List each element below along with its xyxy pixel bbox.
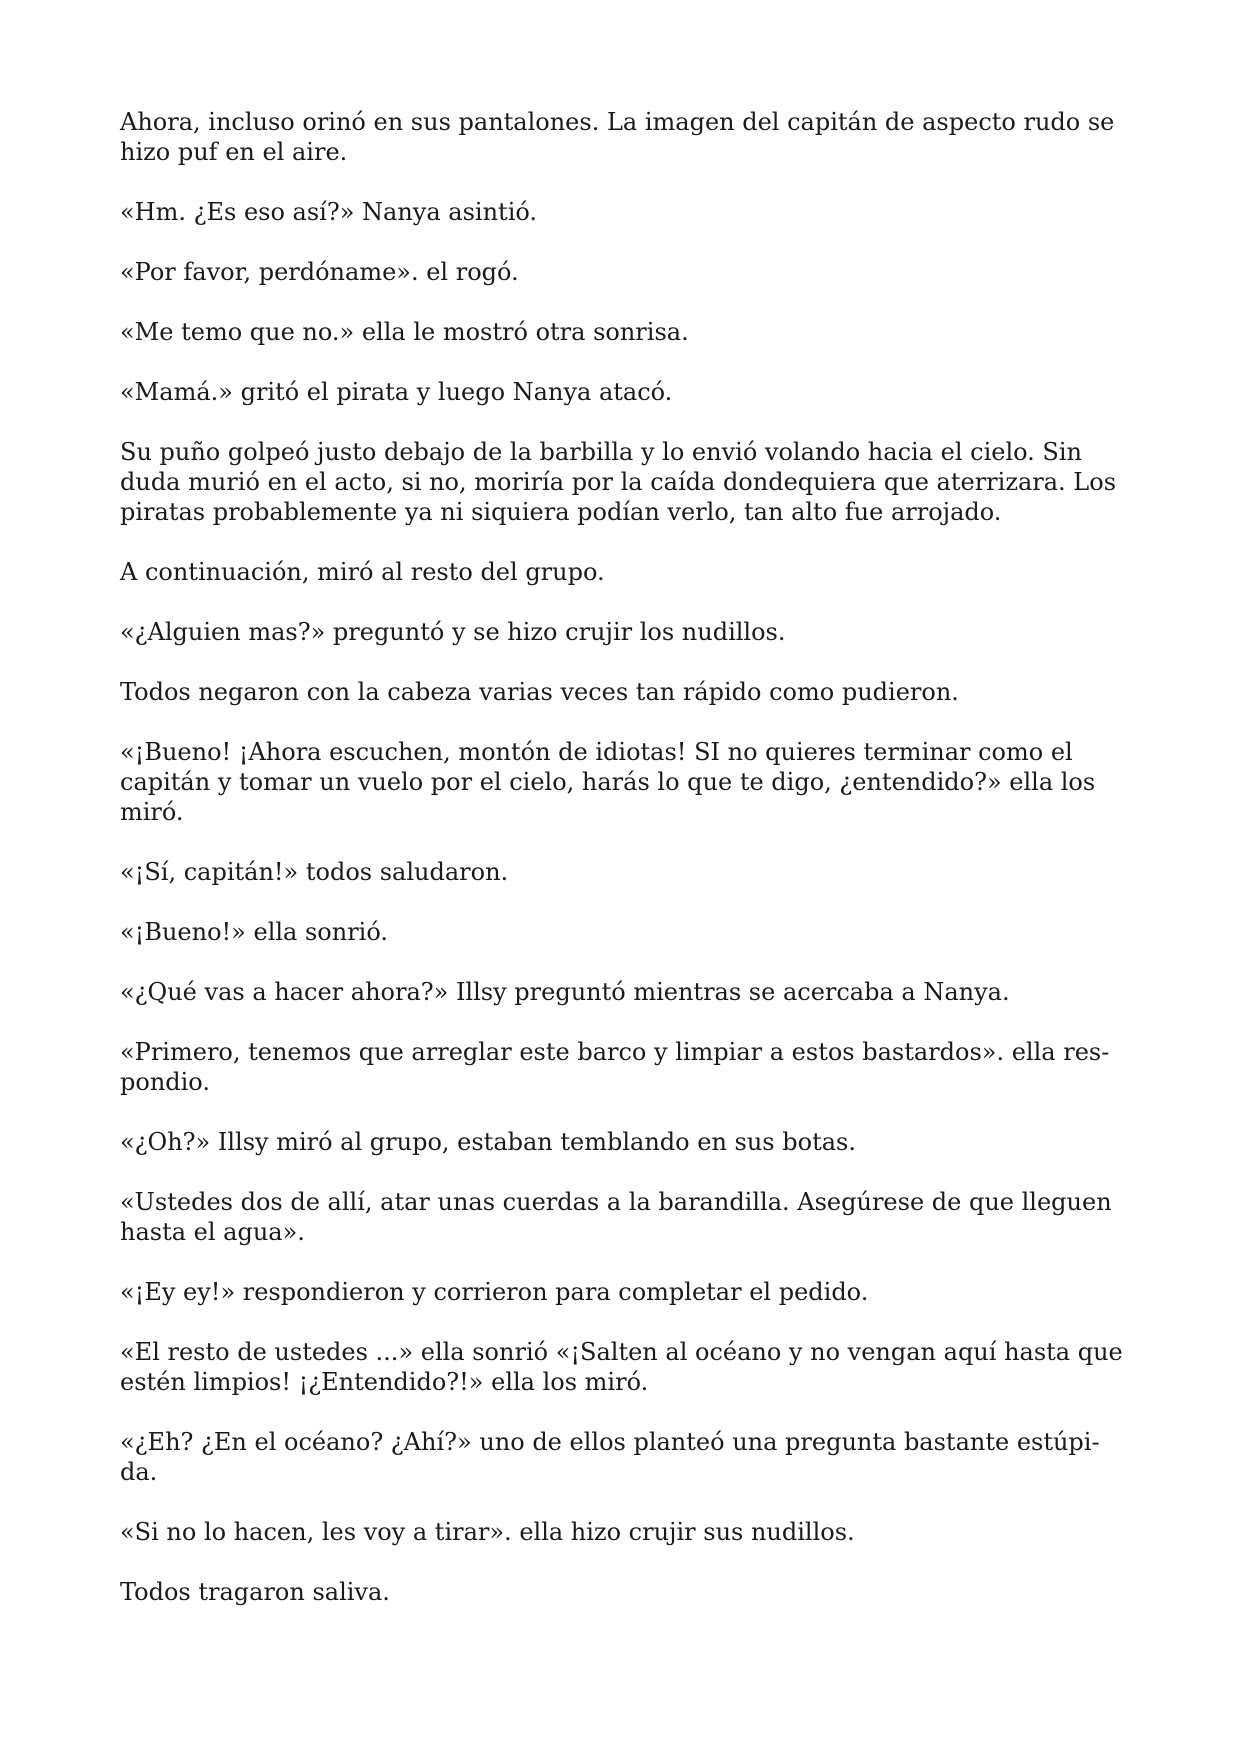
paragraph: «¿Eh? ¿En el océano? ¿Ahí?» uno de ellos planteó una pregunta bastante estúpi- da. bbox=[120, 1428, 1100, 1486]
paragraph: «¡Bueno! ¡Ahora escuchen, montón de idiotas! SI no quieres terminar como el capitán y tomar un vuelo por el cielo, harás lo que te digo, ¿entendido?» ella los miró. bbox=[120, 738, 1096, 826]
paragraph: «Primero, tenemos que arreglar este barco y limpiar a estos bastardos». ella res- pondio. bbox=[120, 1038, 1110, 1096]
paragraph: A continuación, miró al resto del grupo. bbox=[120, 558, 605, 586]
paragraph: «¡Ey ey!» respondieron y corrieron para completar el pedido. bbox=[120, 1278, 869, 1306]
paragraph: Su puño golpeó justo debajo de la barbilla y lo envió volando hacia el cielo. Sin duda murió en el acto, si no, moriría por la caída dondequiera que aterrizara. Los piratas probablemente ya ni siquiera podían verlo, tan alto fue arrojado. bbox=[120, 438, 1117, 526]
paragraph: Todos negaron con la cabeza varias veces tan rápido como pudieron. bbox=[120, 678, 959, 706]
paragraph: «¿Oh?» Illsy miró al grupo, estaban temblando en sus botas. bbox=[120, 1128, 856, 1156]
paragraph: «El resto de ustedes ...» ella sonrió «¡Salten al océano y no vengan aquí hasta que estén limpios! ¡¿Entendido?!» ella los miró. bbox=[120, 1338, 1123, 1396]
paragraph: «¿Alguien mas?» preguntó y se hizo crujir los nudillos. bbox=[120, 618, 786, 646]
paragraph: «¡Bueno!» ella sonrió. bbox=[120, 918, 389, 946]
paragraph: «Ustedes dos de allí, atar unas cuerdas a la barandilla. Asegúrese de que lleguen hasta el agua». bbox=[120, 1188, 1112, 1246]
paragraph: «Mamá.» gritó el pirata y luego Nanya atacó. bbox=[120, 378, 673, 406]
paragraph: «¿Qué vas a hacer ahora?» Illsy preguntó mientras se acercaba a Nanya. bbox=[120, 978, 1010, 1006]
paragraph: Ahora, incluso orinó en sus pantalones. La imagen del capitán de aspecto rudo se hizo puf en el aire. bbox=[120, 108, 1115, 166]
paragraph: Todos tragaron saliva. bbox=[120, 1578, 390, 1606]
paragraph: «Hm. ¿Es eso así?» Nanya asintió. bbox=[120, 198, 538, 226]
paragraph: «Me temo que no.» ella le mostró otra sonrisa. bbox=[120, 318, 689, 346]
paragraph: «Por favor, perdóname». el rogó. bbox=[120, 258, 519, 286]
paragraph: «¡Sí, capitán!» todos saludaron. bbox=[120, 858, 509, 886]
paragraph: «Si no lo hacen, les voy a tirar». ella hizo crujir sus nudillos. bbox=[120, 1518, 855, 1546]
body-text bbox=[120, 107, 1124, 1637]
